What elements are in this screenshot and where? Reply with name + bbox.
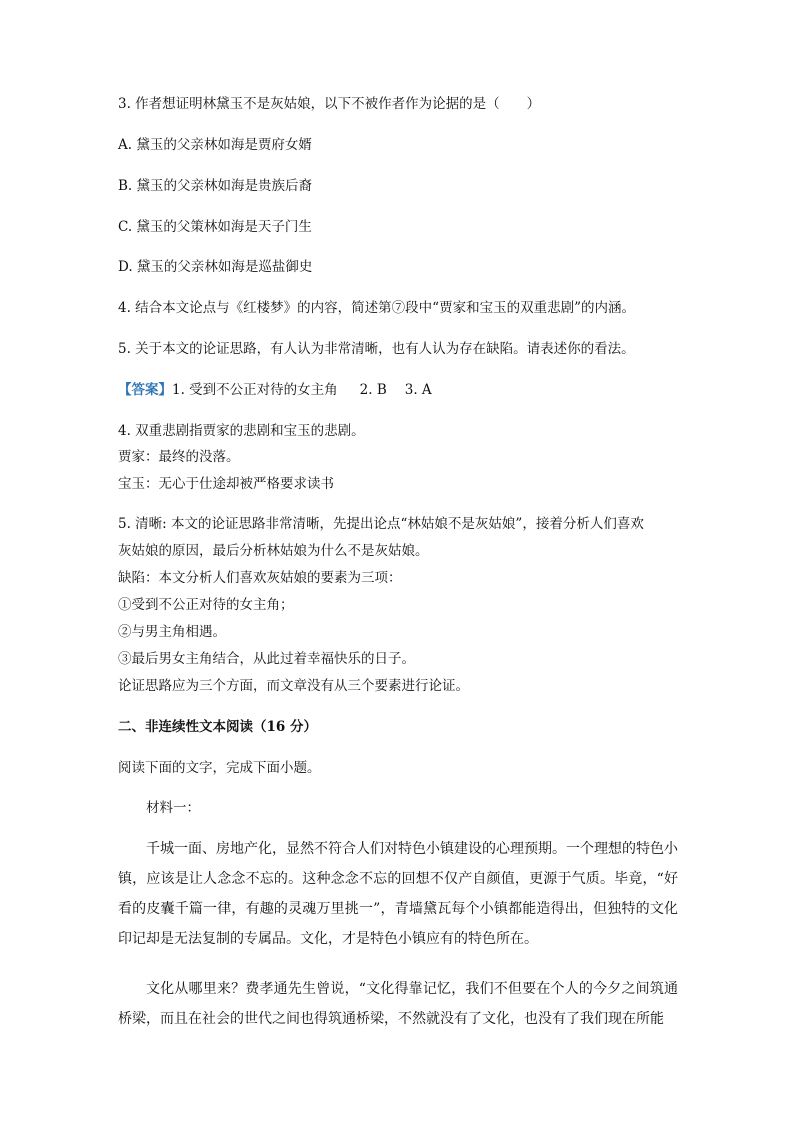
answer-5-line-1: 5. 清晰: 本文的论证思路非常清晰，先提出论点“林姑娘不是灰姑娘”，接着分析人们喜欢: [118, 516, 644, 532]
material-1-paragraph-1: 千城一面、房地产化，显然不符合人们对特色小镇建设的心理预期。一个理想的特色小镇，应该是让人念念不忘的。这种念念不忘的回想不仅产自颜值，更源于气质。毕竟，“好看的皮囊千篇一律，有趣的灵魂万里挑一”，青墙黛瓦每个小镇都能造得出，但独特的文化印记却是无法复制的专属品。文化，才是特色小镇应有的特色所在。: [118, 841, 678, 947]
material-1-paragraph-2: 文化从哪里来？费孝通先生曾说，“文化得靠记忆，我们不但要在个人的今夕之间筑通桥梁，而且在社会的世代之间也得筑通桥梁，不然就没有了文化，也没有了我们现在所能: [118, 981, 678, 1027]
answer-5-line-5: ②与男主角相遇。: [118, 624, 226, 640]
question-4: 4. 结合本文论点与《红楼梦》的内容，简述第⑦段中“贾家和宝玉的双重悲剧”的内涵。: [118, 300, 635, 316]
answer-line: [118, 380, 432, 400]
question-3-option-d: D. 黛玉的父亲林如海是巡盐御史: [118, 259, 313, 275]
question-3-stem: 3. 作者想证明林黛玉不是灰姑娘，以下不被作者作为论据的是（ ）: [118, 96, 541, 112]
answer-5-line-7: 论证思路应为三个方面，而文章没有从三个要素进行论证。: [118, 678, 469, 694]
question-3-option-a: A. 黛玉的父亲林如海是贾府女婿: [118, 137, 312, 153]
answer-4-line-2: 贾家：最终的没落。: [118, 449, 240, 465]
answer-5-line-4: ①受到不公正对待的女主角；: [118, 597, 294, 613]
answer-2: 2. B: [359, 382, 387, 398]
answer-5-line-2: 灰姑娘的原因，最后分析林姑娘为什么不是灰姑娘。: [118, 543, 429, 559]
answer-1: 1. 受到不公正对待的女主角: [172, 382, 338, 398]
section-2-heading: 二、非连续性文本阅读（16 分）: [118, 719, 317, 735]
question-5: 5. 关于本文的论证思路，有人认为非常清晰，也有人认为存在缺陷。请表述你的看法。: [118, 341, 635, 357]
answer-5-line-3: 缺陷：本文分析人们喜欢灰姑娘的要素为三项：: [118, 570, 402, 586]
material-1-label: 材料一：: [146, 800, 200, 816]
answer-4-line-1: 4. 双重悲剧指贾家的悲剧和宝玉的悲剧。: [118, 423, 365, 439]
answer-4-line-3: 宝玉：无心于仕途却被严格要求读书: [118, 476, 334, 492]
question-3-option-b: B. 黛玉的父亲林如海是贵族后裔: [118, 178, 313, 194]
question-3-option-c: C. 黛玉的父策林如海是天子门生: [118, 219, 312, 235]
section-2-instruction: 阅读下面的文字，完成下面小题。: [118, 760, 321, 776]
answer-3: 3. A: [404, 382, 432, 398]
answer-5-line-6: ③最后男女主角结合，从此过着幸福快乐的日子。: [118, 651, 415, 667]
answer-tag: 【答案】: [118, 382, 172, 398]
